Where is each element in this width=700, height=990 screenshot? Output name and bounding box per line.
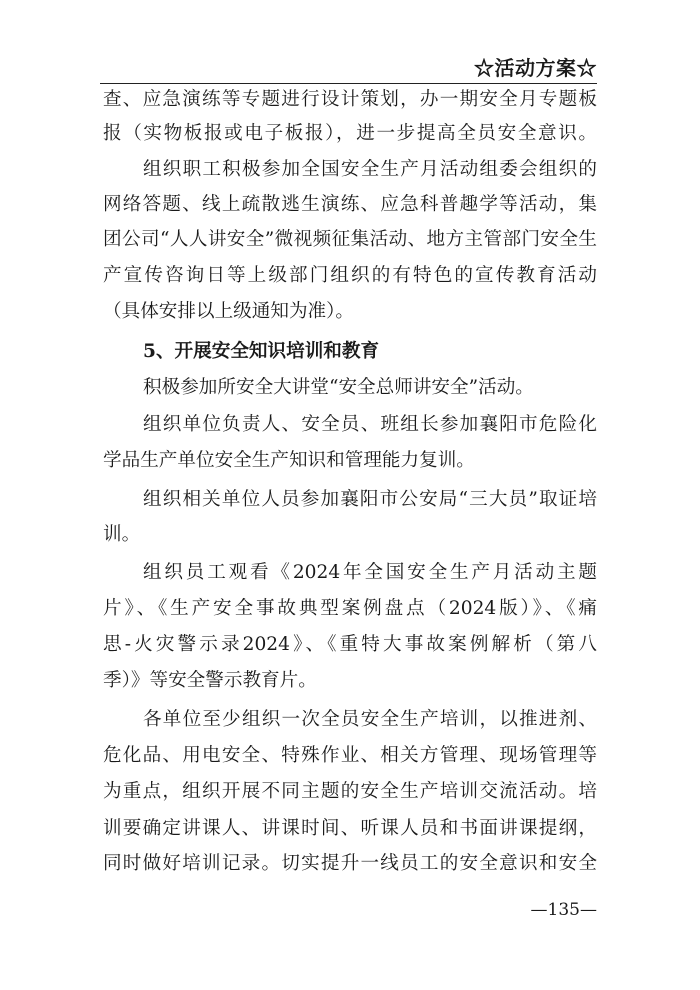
body-line: （具体安排以上级通知为准）。: [103, 301, 355, 322]
body-line: 学品生产单位安全生产知识和管理能力复训。: [103, 450, 475, 471]
body-line: 季）》等安全警示教育片。: [103, 670, 317, 691]
header-divider: [100, 83, 597, 84]
body-line: 组织职工积极参加全国安全生产月活动组委会组织的: [143, 159, 597, 180]
page-number: —135—: [530, 900, 597, 920]
body-line: 组织相关单位人员参加襄阳市公安局“三大员”取证培: [143, 489, 597, 510]
body-line: 训。: [103, 524, 141, 545]
body-line: 思-火灾警示录2024》、《重特大事故案例解析（第八: [103, 634, 597, 655]
body-line: 网络答题、线上疏散逃生演练、应急科普趣学等活动，集: [103, 194, 597, 215]
body-line: 积极参加所安全大讲堂“安全总师讲安全”活动。: [143, 377, 534, 398]
body-line: 报（实物板报或电子板报），进一步提高全员安全意识。: [103, 123, 597, 144]
body-line: 片》、《生产安全事故典型案例盘点（2024版）》、《痛: [103, 598, 597, 619]
body-line: 查、应急演练等专题进行设计策划，办一期安全月专题板: [103, 89, 597, 110]
body-line: 团公司“人人讲安全”微视频征集活动、地方主管部门安全生: [103, 229, 597, 250]
body-line: 组织员工观看《2024年全国安全生产月活动主题: [143, 562, 597, 583]
page-header-title: ☆活动方案☆: [474, 56, 597, 80]
body-line: 产宣传咨询日等上级部门组织的有特色的宣传教育活动: [103, 265, 597, 286]
body-line: 组织单位负责人、安全员、班组长参加襄阳市危险化: [143, 414, 597, 435]
body-line: 为重点，组织开展不同主题的安全生产培训交流活动。培: [103, 781, 597, 802]
body-line: 训要确定讲课人、讲课时间、听课人员和书面讲课提纲，: [103, 818, 597, 839]
section-heading: 5、开展安全知识培训和教育: [143, 341, 380, 362]
body-line: 危化品、用电安全、特殊作业、相关方管理、现场管理等: [103, 745, 597, 766]
body-line: 同时做好培训记录。切实提升一线员工的安全意识和安全: [103, 853, 597, 874]
body-line: 各单位至少组织一次全员安全生产培训，以推进剂、: [143, 709, 597, 730]
